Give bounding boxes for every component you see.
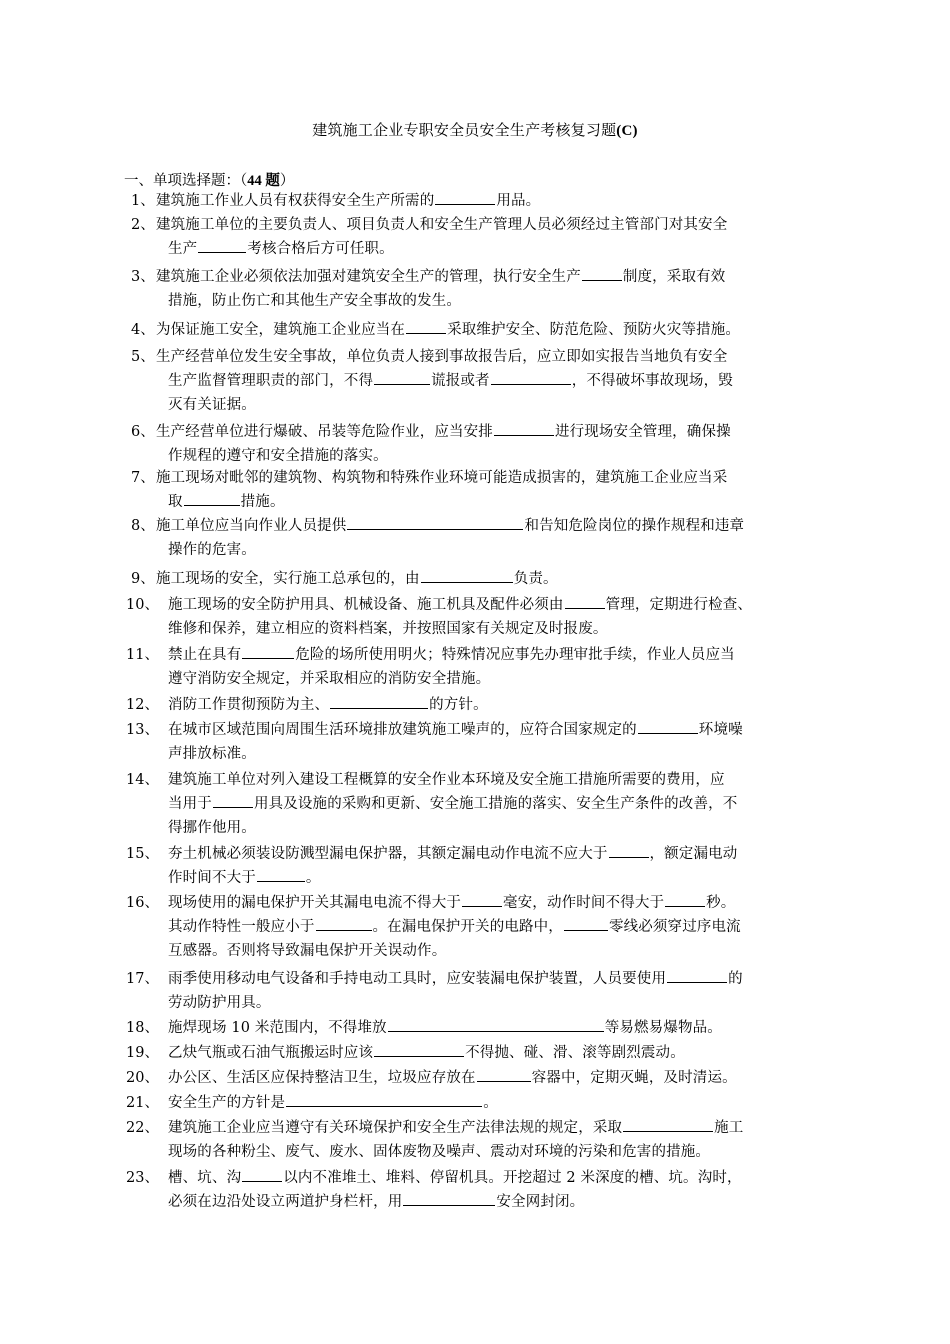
question-number: 14、 [126,772,159,788]
question-line [168,1140,710,1161]
question-line [156,567,558,588]
question-number: 8、 [131,518,155,534]
question-line [168,1066,737,1087]
question-text: 维修和保养，建立相应的资料档案，并按照国家有关规定及时报废。 [168,621,608,637]
question-text: 建筑施工企业应当遵守有关环境保护和安全生产法律法规的规定，采取 [168,1120,623,1136]
answer-blank [330,694,428,709]
question-number: 17、 [126,971,159,987]
question-text: 。 [483,1095,498,1111]
question-text: 和告知危险岗位的操作规程和违章 [524,518,745,534]
answer-blank [242,644,294,659]
question-text: 建筑施工单位对列入建设工程概算的安全作业本环境及安全施工措施所需要的费用，应 [168,772,725,788]
question-text: 遵守消防安全规定，并采取相应的消防安全措施。 [168,671,491,687]
question-text: 在城市区域范围向周围生活环境排放建筑施工噪声的，应符合国家规定的 [168,722,637,738]
question-text: 不得抛、碰、滑、滚等剧烈震动。 [465,1045,685,1061]
question-line [156,466,727,487]
answer-blank [609,843,649,858]
question-text: ，不得破坏事故现场，毁 [571,373,733,389]
question-text: 作规程的遵守和安全措施的落实。 [168,448,388,464]
question-text: 必须在边沿处设立两道护身栏杆，用 [168,1194,403,1210]
question-number: 22、 [126,1120,159,1136]
question-text: 作时间不大于 [168,870,256,886]
question-number: 4、 [131,322,155,338]
question-text: 管理，定期进行检查、 [605,597,753,613]
question-number: 23、 [126,1170,159,1186]
question-text: 容器中，定期灭蝇，及时清运。 [531,1070,737,1086]
question-text: 。在漏电保护开关的电路中， [372,919,563,935]
question-text: ，额定漏电动 [649,846,738,862]
question-text: 用品。 [496,193,541,209]
answer-blank [435,190,495,205]
answer-blank [406,319,446,334]
question-text: 施焊现场 10 米范围内，不得堆放 [168,1020,387,1036]
answer-blank [638,719,698,734]
question-line [168,237,394,258]
answer-blank [477,1067,531,1082]
question-number: 7、 [131,470,155,486]
question-text: 进行现场安全管理，确保操 [554,424,731,440]
question-line [156,189,540,210]
question-text: 零线必须穿过序电流 [608,919,741,935]
answer-blank [494,421,554,436]
question-line [168,792,737,813]
question-text: 用具及设施的采购和更新、安全施工措施的落实、安全生产条件的改善，不 [253,796,738,812]
answer-blank [242,1167,282,1182]
question-number: 18、 [126,1020,159,1036]
answer-blank [667,968,727,983]
question-text: 采取维护安全、防范危险、预防火灾等措施。 [447,322,741,338]
question-line [168,538,256,559]
question-text: 灭有关证据。 [168,397,256,413]
question-text: 施工单位应当向作业人员提供 [156,518,347,534]
question-line [168,866,321,887]
question-text: 其动作特性一般应小于 [168,919,315,935]
question-text: 环境噪 [698,722,743,738]
question-line [168,643,735,664]
section-label: 一、单项选择题：（ [124,173,248,189]
question-text: 夯土机械必须装设防溅型漏电保护器，其额定漏电动作电流不应大于 [168,846,608,862]
answer-blank [374,370,430,385]
answer-blank [564,916,608,931]
question-text: 声排放标准。 [168,746,256,762]
question-text: 得挪作他用。 [168,820,256,836]
question-text: 当用于 [168,796,212,812]
question-text: 施工 [714,1120,744,1136]
question-text: 现场使用的漏电保护开关其漏电电流不得大于 [168,895,461,911]
question-text: 安全生产的方针是 [168,1095,286,1111]
question-text: 建筑施工企业必须依法加强对建筑安全生产的管理，执行安全生产 [156,269,581,285]
answer-blank [491,370,571,385]
question-line [168,768,725,789]
question-number: 5、 [131,349,155,365]
question-line [168,444,388,465]
question-line [168,1091,498,1112]
question-line [168,1116,743,1137]
answer-blank [184,491,240,506]
answer-blank [665,892,705,907]
answer-blank [347,515,523,530]
question-text: 操作的危害。 [168,542,256,558]
answer-blank [198,238,246,253]
question-text: 的方针。 [429,697,488,713]
answer-blank [582,266,622,281]
question-line [168,1041,685,1062]
question-text: 建筑施工作业人员有权获得安全生产所需的 [156,193,435,209]
question-text: 互感器。否则将导致漏电保护开关误动作。 [168,943,447,959]
question-text: 取 [168,494,183,510]
question-line [168,393,256,414]
question-text: 生产 [168,241,198,257]
question-text: 负责。 [513,571,558,587]
answer-blank [403,1191,495,1206]
question-line [168,693,488,714]
question-line [156,420,731,441]
question-line [168,1016,722,1037]
question-line [156,265,725,286]
question-text: 建筑施工单位的主要负责人、项目负责人和安全生产管理人员必须经过主管部门对其安全 [156,217,728,233]
question-text: 禁止在具有 [168,647,242,663]
section-close: ） [279,173,295,189]
answer-blank [388,1017,604,1032]
answer-blank [213,793,253,808]
question-text: 措施。 [240,494,285,510]
question-text: 生产经营单位进行爆破、吊装等危险作业，应当安排 [156,424,493,440]
question-number: 11、 [126,647,159,663]
question-line [168,617,608,638]
question-line [168,593,752,614]
question-number: 10、 [126,597,159,613]
question-text: 施工现场的安全，实行施工总承包的，由 [156,571,420,587]
answer-blank [316,916,372,931]
question-line [156,514,744,535]
question-line [156,345,727,366]
title-text: 建筑施工企业专职安全员安全生产考核复习题 [312,121,617,139]
document-title [0,119,950,140]
question-number: 20、 [126,1070,159,1086]
question-line [168,939,446,960]
question-text: 乙炔气瓶或石油气瓶搬运时应该 [168,1045,374,1061]
question-text: 制度，采取有效 [622,269,726,285]
question-text: 危险的场所使用明火；特殊情况应事先办理审批手续，作业人员应当 [295,647,735,663]
answer-blank [257,867,305,882]
question-text: 等易燃易爆物品。 [604,1020,722,1036]
question-text: 施工现场对毗邻的建筑物、构筑物和特殊作业环境可能造成损害的，建筑施工企业应当采 [156,470,728,486]
question-text: 施工现场的安全防护用具、机械设备、施工机具及配件必须由 [168,597,564,613]
answer-blank [462,892,502,907]
question-line [168,718,743,739]
question-text: 措施，防止伤亡和其他生产安全事故的发生。 [168,293,461,309]
answer-blank [565,594,605,609]
question-text: 现场的各种粉尘、废气、废水、固体废物及噪声、震动对环境的污染和危害的措施。 [168,1144,711,1160]
question-text: 生产监督管理职责的部门，不得 [168,373,374,389]
section-count: 44 题 [247,173,280,189]
question-text: 考核合格后方可任职。 [247,241,394,257]
question-number: 9、 [131,571,155,587]
question-text: 以内不准堆土、堆料、停留机具。开挖超过 2 米深度的槽、坑。沟时， [283,1170,742,1186]
question-text: 雨季使用移动电气设备和手持电动工具时，应安装漏电保护装置，人员要使用 [168,971,667,987]
question-number: 13、 [126,722,159,738]
question-number: 19、 [126,1045,159,1061]
question-line [168,1190,584,1211]
section-heading [124,169,294,190]
question-line [168,842,737,863]
question-text: 劳动防护用具。 [168,995,271,1011]
question-number: 21、 [126,1095,159,1111]
answer-blank [623,1117,713,1132]
question-line [168,369,733,390]
question-line [168,742,256,763]
question-line [168,991,271,1012]
question-text: 秒。 [706,895,736,911]
question-text: 。 [305,870,321,886]
question-line [168,1166,742,1187]
question-number: 6、 [131,424,155,440]
answer-blank [286,1092,482,1107]
question-line [168,289,461,310]
question-number: 3、 [131,269,155,285]
question-text: 的 [728,971,743,987]
question-number: 1、 [131,193,155,209]
question-text: 生产经营单位发生安全事故，单位负责人接到事故报告后，应立即如实报告当地负有安全 [156,349,728,365]
question-line [168,967,743,988]
question-line [156,213,727,234]
question-line [168,490,285,511]
question-number: 12、 [126,697,159,713]
answer-blank [374,1042,464,1057]
question-line [168,891,735,912]
question-line [156,318,740,339]
question-text: 办公区、生活区应保持整洁卫生，垃圾应存放在 [168,1070,476,1086]
question-text: 毫安，动作时间不得大于 [503,895,665,911]
question-text: 槽、坑、沟 [168,1170,242,1186]
question-text: 消防工作贯彻预防为主、 [168,697,330,713]
title-suffix: (C) [616,123,638,139]
question-text: 谎报或者 [431,373,490,389]
question-text: 为保证施工安全，建筑施工企业应当在 [156,322,406,338]
question-line [168,667,490,688]
question-number: 16、 [126,895,159,911]
question-number: 2、 [131,217,155,233]
question-number: 15、 [126,846,159,862]
answer-blank [421,568,513,583]
question-text: 安全网封闭。 [496,1194,585,1210]
question-line [168,816,256,837]
question-line [168,915,741,936]
